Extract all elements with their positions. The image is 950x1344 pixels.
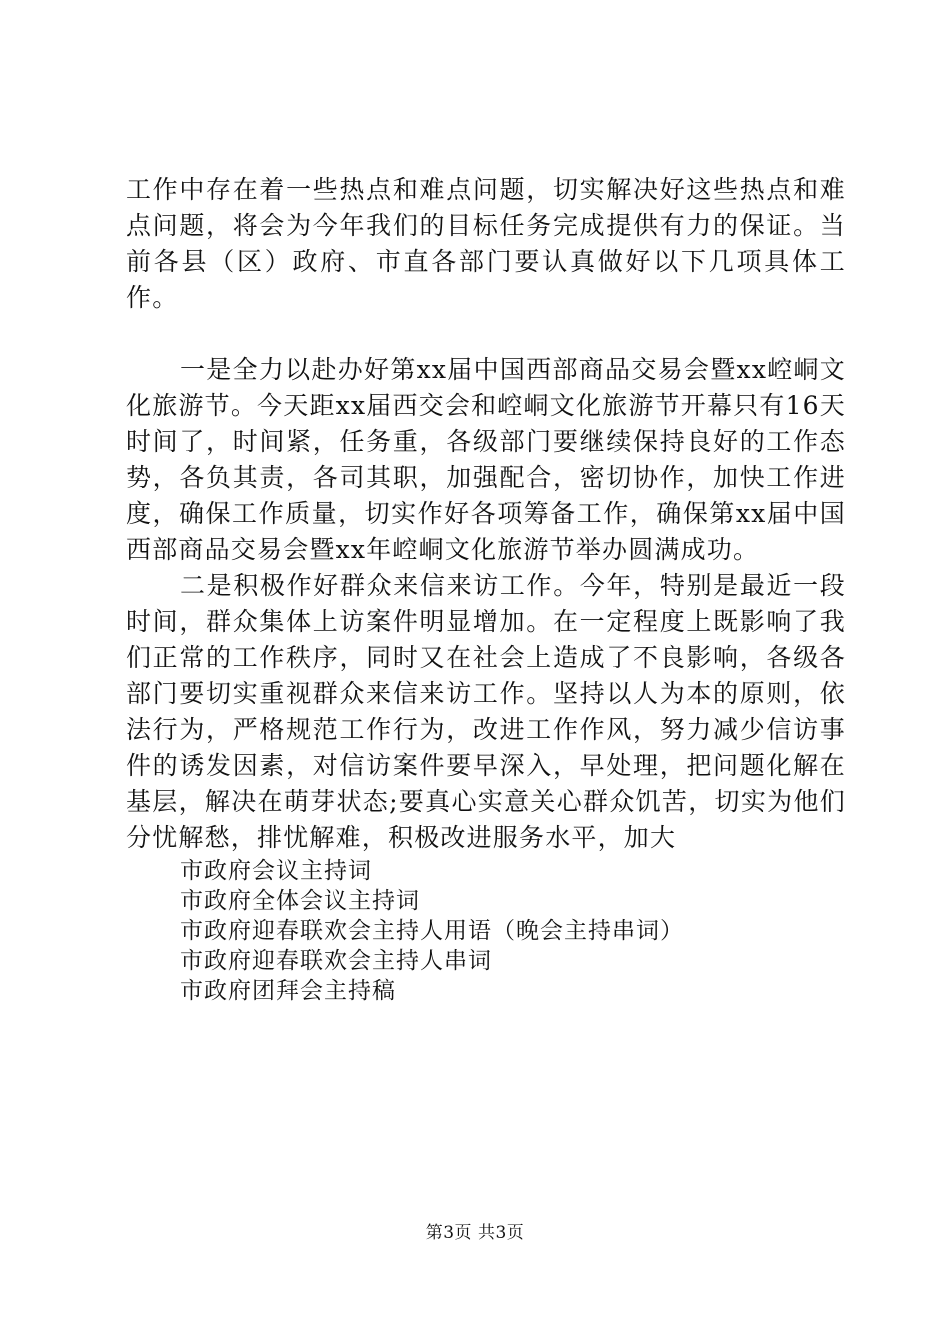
paragraph-intro: 工作中存在着一些热点和难点问题，切实解决好这些热点和难点问题，将会为今年我们的目标任务完成提供有力的保证。当前各县（区）政府、市直各部门要认真做好以下几项具体工作。 xyxy=(126,175,846,312)
related-title-item: 市政府会议主持词 xyxy=(180,858,372,884)
paragraph-task-two: 二是积极作好群众来信来访工作。今年，特别是最近一段时间，群众集体上访案件明显增加。在一定程度上既影响了我们正常的工作秩序，同时又在社会上造成了不良影响，各级各部门要切实重视群众来信来访工作。坚持以人为本的原则，依法行为，严格规范工作行为，改进工作作风，努力减少信访事件的诱发因素，对信访案件要早深入，早处理，把问题化解在基层，解决在萌芽状态;要真心实意关心群众饥苦，切实为他们分忧解愁，排忧解难，积极改进服务水平，加大 xyxy=(126,571,846,852)
related-titles-list xyxy=(126,856,846,1006)
related-title-item: 市政府迎春联欢会主持人用语（晚会主持串词） xyxy=(180,918,684,944)
related-title-item: 市政府团拜会主持稿 xyxy=(180,978,396,1004)
paragraph-task-one: 一是全力以赴办好第xx届中国西部商品交易会暨xx崆峒文化旅游节。今天距xx届西交会和崆峒文化旅游节开幕只有16天时间了，时间紧，任务重，各级部门要继续保持良好的工作态势，各负其责，各司其职，加强配合，密切协作，加快工作进度，确保工作质量，切实作好各项筹备工作，确保第xx届中国西部商品交易会暨xx年崆峒文化旅游节举办圆满成功。 xyxy=(126,355,846,564)
paragraph-spacer xyxy=(126,316,846,352)
related-title-item: 市政府全体会议主持词 xyxy=(180,888,420,914)
page-footer: 第3页 共3页 xyxy=(425,1223,525,1243)
related-title-item: 市政府迎春联欢会主持人串词 xyxy=(180,948,492,974)
document-body xyxy=(126,172,846,1006)
